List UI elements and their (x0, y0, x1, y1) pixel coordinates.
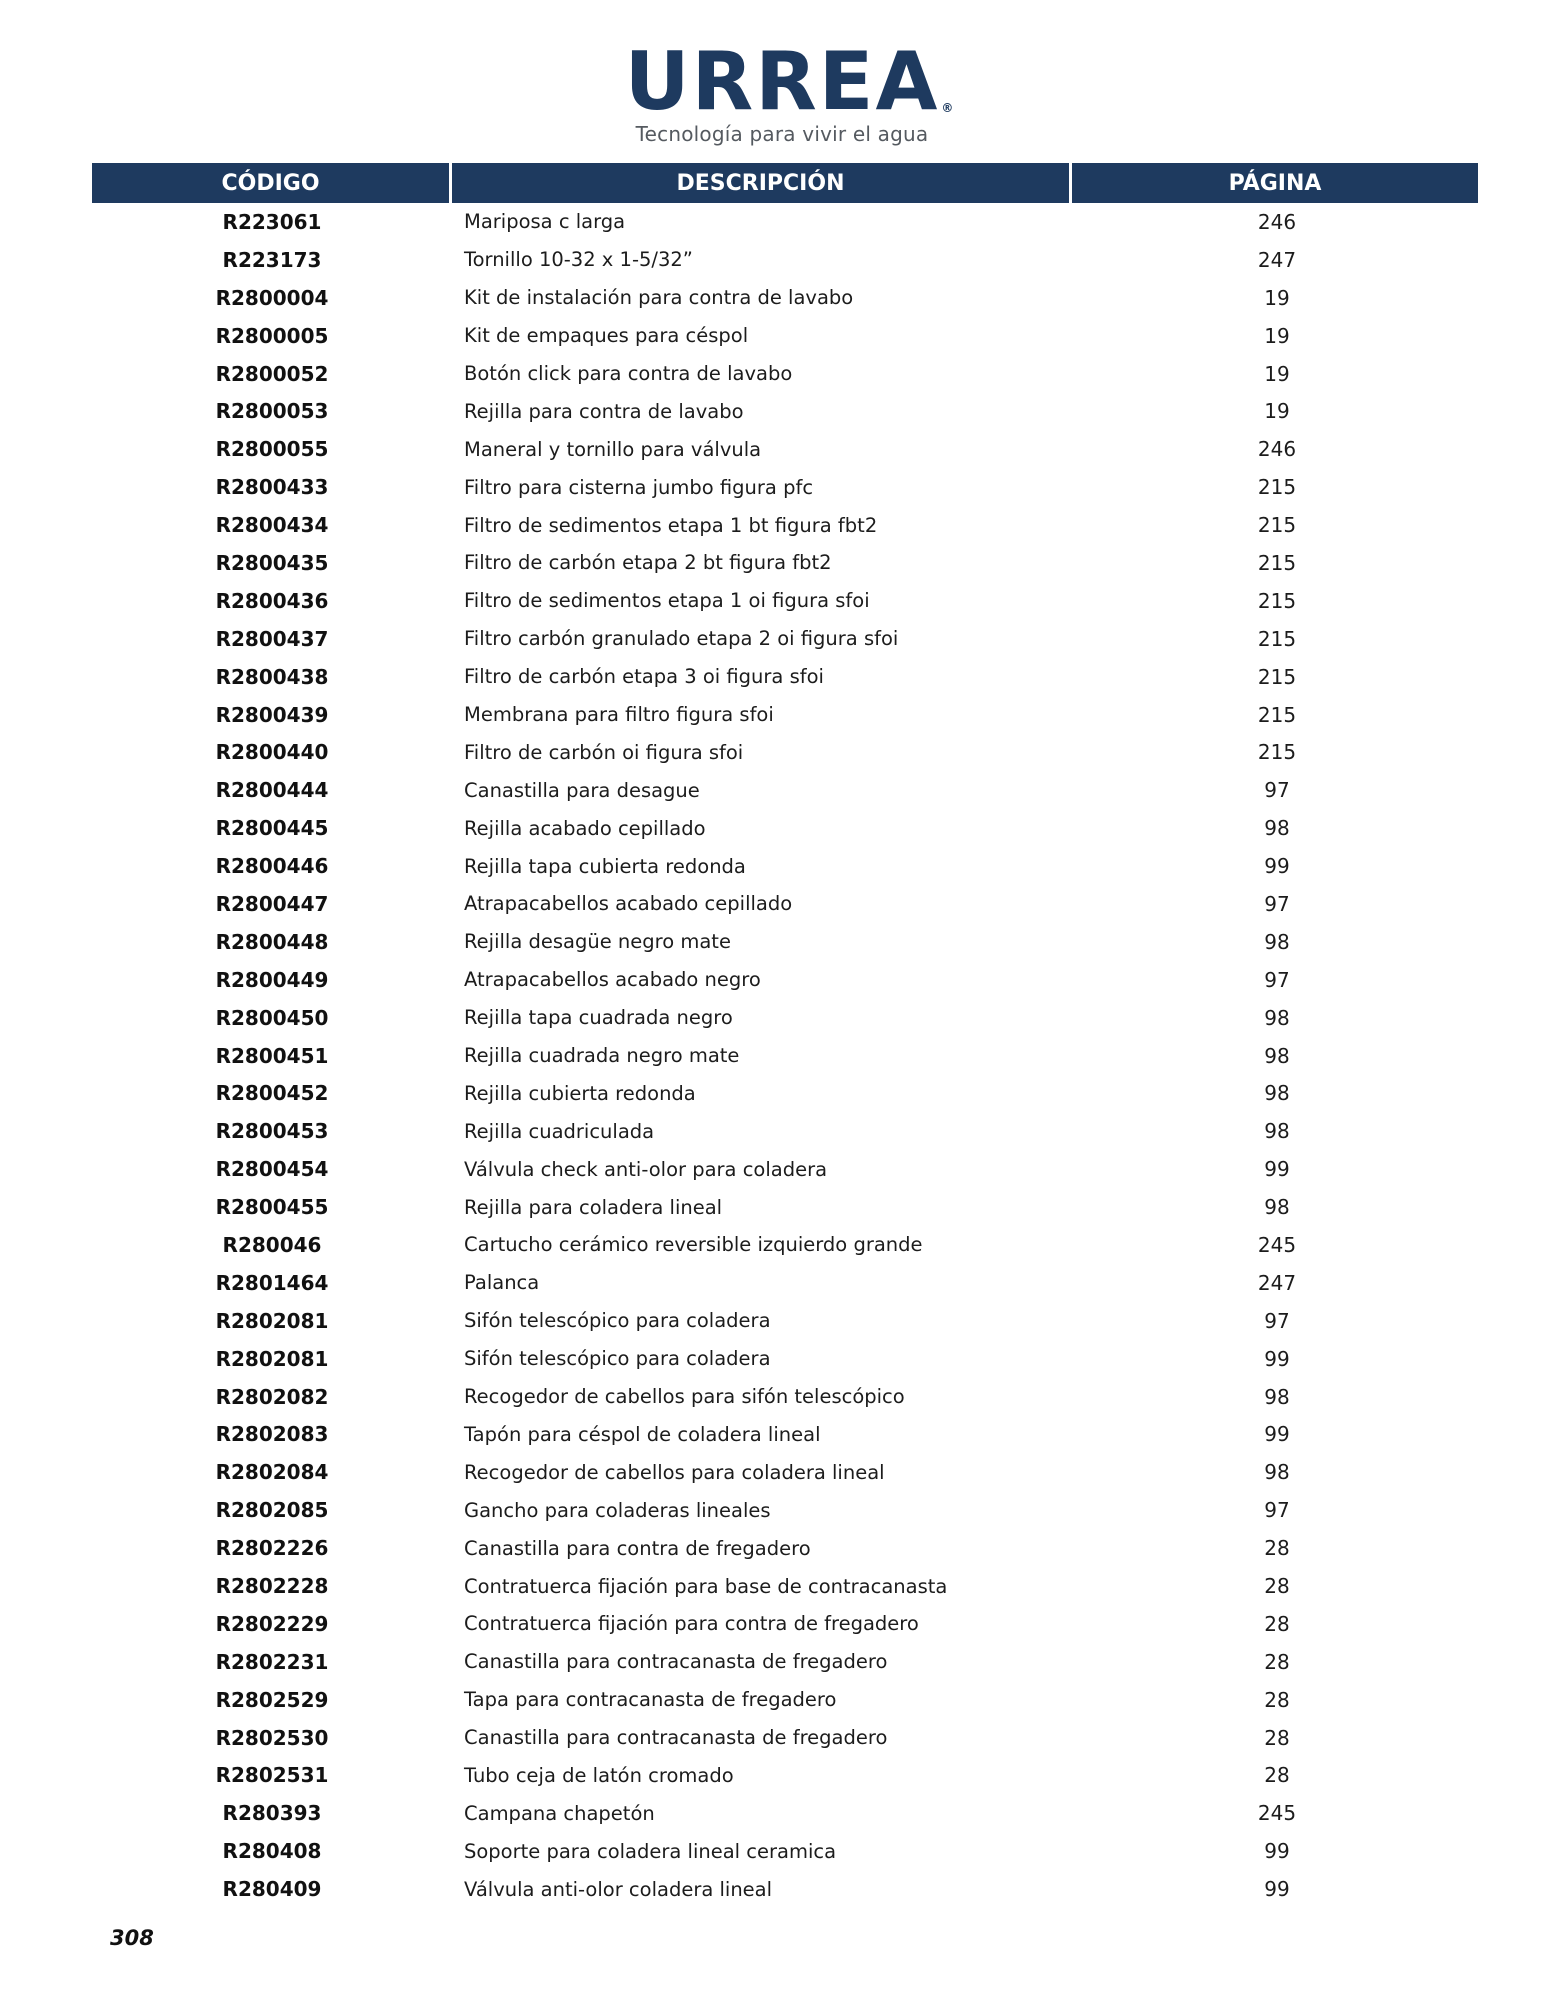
cell-description: Canastilla para contracanasta de fregadero (464, 1650, 888, 1674)
table-body (92, 203, 1478, 1908)
cell-description: Tapa para contracanasta de fregadero (464, 1688, 837, 1712)
table-row (92, 1112, 1478, 1150)
cell-code: R280393 (222, 1801, 322, 1826)
table-row (92, 1150, 1478, 1188)
urrea-logo (624, 35, 954, 128)
table-row (92, 1605, 1478, 1643)
table-row (92, 1340, 1478, 1378)
cell-description: Botón click para contra de lavabo (464, 362, 793, 385)
cell-description: Rejilla cuadriculada (464, 1119, 655, 1143)
cell-description: Atrapacabellos acabado cepillado (464, 892, 793, 916)
cell-description: Filtro de sedimentos etapa 1 oi figura sfoi (464, 589, 870, 613)
table-row (92, 1416, 1478, 1454)
cell-description: Soporte para coladera lineal ceramica (464, 1839, 837, 1863)
table-row (92, 1264, 1478, 1302)
cell-description: Rejilla tapa cuadrada negro (464, 1006, 733, 1030)
cell-code: R2800454 (215, 1157, 329, 1182)
cell-page: 28 (1264, 1725, 1290, 1750)
cell-code: R2802231 (215, 1649, 329, 1674)
cell-code: R2801464 (215, 1270, 329, 1295)
column-header-codigo: CÓDIGO (92, 163, 452, 203)
cell-page: 28 (1264, 1649, 1290, 1674)
table-row (92, 1491, 1478, 1529)
cell-page: 215 (1257, 475, 1297, 500)
column-header-descripcion: DESCRIPCIÓN (452, 163, 1072, 203)
cell-page: 97 (1264, 778, 1290, 803)
table-row (92, 582, 1478, 620)
cell-code: R2802085 (215, 1498, 329, 1523)
cell-code: R2800005 (215, 323, 329, 348)
cell-code: R2800435 (215, 550, 329, 575)
cell-description: Contratuerca fijación para base de contracanasta (464, 1574, 948, 1598)
cell-code: R2802529 (215, 1687, 329, 1712)
cell-description: Válvula anti-olor coladera lineal (464, 1877, 773, 1901)
cell-description: Rejilla para contra de lavabo (464, 399, 744, 423)
table-row (92, 847, 1478, 885)
cell-page: 99 (1264, 1157, 1290, 1182)
cell-page: 98 (1264, 1005, 1290, 1030)
page-number: 308 (110, 1926, 154, 1950)
cell-description: Canastilla para contra de fregadero (464, 1536, 811, 1560)
cell-code: R2800447 (215, 891, 329, 916)
cell-description: Filtro de sedimentos etapa 1 bt figura fbt2 (464, 513, 878, 537)
cell-description: Rejilla acabado cepillado (464, 816, 706, 840)
cell-page: 97 (1264, 1308, 1290, 1333)
table-row (92, 923, 1478, 961)
cell-page: 215 (1257, 550, 1297, 575)
cell-code: R2802081 (215, 1308, 329, 1333)
table-row (92, 1529, 1478, 1567)
cell-code: R2800433 (215, 475, 329, 500)
cell-description: Campana chapetón (464, 1801, 655, 1825)
cell-code: R2802084 (215, 1460, 329, 1485)
cell-code: R2802530 (215, 1725, 329, 1750)
cell-page: 28 (1264, 1574, 1290, 1598)
table-row (92, 279, 1478, 317)
cell-code: R2800445 (215, 816, 329, 841)
cell-description: Rejilla desagüe negro mate (464, 930, 731, 954)
table-row (92, 1074, 1478, 1112)
cell-description: Atrapacabellos acabado negro (464, 968, 761, 992)
cell-description: Tubo ceja de latón cromado (464, 1763, 734, 1787)
table-row (92, 1832, 1478, 1870)
table-row (92, 1567, 1478, 1605)
cell-code: R2802226 (215, 1536, 329, 1561)
cell-code: R2800449 (215, 967, 329, 992)
cell-code: R223061 (222, 209, 322, 234)
cell-description: Sifón telescópico para coladera (464, 1347, 771, 1371)
table-row (92, 1037, 1478, 1075)
table-row (92, 1378, 1478, 1416)
cell-code: R2802228 (215, 1574, 329, 1598)
cell-description: Kit de instalación para contra de lavabo (464, 286, 854, 310)
cell-code: R2800439 (215, 702, 329, 727)
cell-code: R2800436 (215, 588, 329, 613)
cell-description: Membrana para filtro figura sfoi (464, 703, 774, 727)
table-row (92, 809, 1478, 847)
cell-description: Recogedor de cabellos para sifón telescópico (464, 1385, 905, 1409)
cell-page: 19 (1264, 361, 1290, 386)
cell-description: Contratuerca fijación para contra de fregadero (464, 1612, 919, 1636)
page-header (0, 35, 1564, 146)
table-row (92, 506, 1478, 544)
registered-mark: ® (941, 101, 954, 115)
cell-page: 19 (1264, 323, 1290, 348)
cell-description: Palanca (464, 1271, 540, 1295)
table-row (92, 1794, 1478, 1832)
cell-page: 247 (1257, 247, 1297, 272)
cell-code: R2802229 (215, 1611, 329, 1636)
cell-page: 215 (1257, 702, 1297, 727)
cell-description: Filtro carbón granulado etapa 2 oi figura sfoi (464, 627, 899, 651)
cell-description: Rejilla para coladera lineal (464, 1195, 723, 1219)
cell-page: 215 (1257, 664, 1297, 689)
cell-page: 28 (1264, 1611, 1290, 1636)
table-row (92, 961, 1478, 999)
cell-description: Cartucho cerámico reversible izquierdo grande (464, 1233, 923, 1257)
cell-page: 215 (1257, 626, 1297, 651)
parts-index-table-wrapper (92, 163, 1478, 1908)
cell-page: 28 (1264, 1687, 1290, 1712)
cell-code: R2800434 (215, 513, 329, 538)
cell-page: 99 (1264, 854, 1290, 879)
cell-page: 245 (1257, 1801, 1297, 1826)
cell-code: R2800438 (215, 664, 329, 689)
cell-page: 19 (1264, 399, 1290, 424)
cell-page: 28 (1264, 1763, 1290, 1788)
cell-page: 215 (1257, 513, 1297, 538)
cell-code: R2800450 (215, 1005, 329, 1030)
table-row (92, 468, 1478, 506)
table-row (92, 1870, 1478, 1908)
cell-page: 98 (1264, 1081, 1290, 1106)
cell-description: Tapón para céspol de coladera lineal (464, 1422, 821, 1446)
table-row (92, 544, 1478, 582)
table-row (92, 999, 1478, 1037)
cell-description: Válvula check anti-olor para coladera (464, 1157, 828, 1181)
cell-code: R2802082 (215, 1384, 329, 1409)
cell-description: Rejilla tapa cubierta redonda (464, 854, 746, 878)
cell-code: R223173 (222, 247, 322, 272)
table-row (92, 1719, 1478, 1757)
tagline: Tecnología para vivir el agua (635, 122, 929, 146)
cell-description: Rejilla cuadrada negro mate (464, 1044, 740, 1068)
table-row (92, 1757, 1478, 1795)
parts-index-table (92, 163, 1478, 1908)
cell-page: 98 (1264, 1460, 1290, 1485)
cell-code: R2800055 (215, 437, 329, 462)
cell-description: Mariposa c larga (464, 210, 626, 234)
table-row (92, 430, 1478, 468)
cell-page: 98 (1264, 1195, 1290, 1220)
cell-code: R280046 (222, 1232, 322, 1257)
table-row (92, 658, 1478, 696)
cell-page: 246 (1257, 437, 1297, 462)
cell-description: Tornillo 10-32 x 1-5/32” (464, 248, 693, 272)
cell-page: 28 (1264, 1536, 1290, 1561)
cell-code: R2800452 (215, 1081, 329, 1106)
cell-page: 99 (1264, 1877, 1290, 1902)
table-row (92, 1188, 1478, 1226)
cell-code: R2802083 (215, 1422, 329, 1447)
cell-code: R2800453 (215, 1119, 329, 1144)
cell-code: R2800437 (215, 626, 329, 651)
cell-description: Filtro para cisterna jumbo figura pfc (464, 475, 814, 499)
table-row (92, 355, 1478, 393)
cell-code: R2802531 (215, 1763, 329, 1788)
table-row (92, 733, 1478, 771)
table-header (92, 163, 1478, 203)
cell-page: 99 (1264, 1839, 1290, 1864)
cell-code: R2800446 (215, 854, 329, 879)
logo-text: URREA (624, 35, 940, 128)
column-header-pagina: PÁGINA (1072, 163, 1478, 203)
cell-code: R2802081 (215, 1346, 329, 1371)
table-row (92, 1302, 1478, 1340)
cell-code: R280408 (222, 1839, 322, 1864)
cell-page: 215 (1257, 740, 1297, 765)
table-row (92, 392, 1478, 430)
cell-description: Filtro de carbón etapa 3 oi figura sfoi (464, 665, 824, 689)
table-row (92, 241, 1478, 279)
table-row (92, 1681, 1478, 1719)
cell-description: Filtro de carbón oi figura sfoi (464, 740, 744, 764)
cell-page: 99 (1264, 1422, 1290, 1447)
cell-description: Sifón telescópico para coladera (464, 1309, 771, 1333)
cell-description: Canastilla para desague (464, 778, 700, 802)
table-row (92, 317, 1478, 355)
cell-page: 215 (1257, 588, 1297, 613)
cell-page: 97 (1264, 967, 1290, 992)
cell-page: 98 (1264, 929, 1290, 954)
cell-page: 98 (1264, 1384, 1290, 1409)
table-row (92, 1453, 1478, 1491)
table-header-row (92, 163, 1478, 203)
cell-code: R2800052 (215, 361, 329, 386)
table-row (92, 620, 1478, 658)
cell-page: 246 (1257, 209, 1297, 234)
table-row (92, 696, 1478, 734)
cell-page: 99 (1264, 1346, 1290, 1371)
cell-page: 98 (1264, 1119, 1290, 1144)
cell-page: 19 (1264, 285, 1290, 310)
cell-code: R2800053 (215, 399, 329, 424)
cell-code: R2800444 (215, 778, 329, 803)
cell-description: Filtro de carbón etapa 2 bt figura fbt2 (464, 551, 832, 575)
cell-code: R2800448 (215, 929, 329, 954)
cell-page: 245 (1257, 1232, 1297, 1257)
cell-code: R2800440 (215, 740, 329, 765)
cell-code: R2800451 (215, 1043, 329, 1068)
cell-page: 97 (1264, 1498, 1290, 1523)
cell-description: Recogedor de cabellos para coladera lineal (464, 1460, 885, 1484)
table-row (92, 203, 1478, 241)
cell-code: R2800455 (215, 1195, 329, 1220)
cell-code: R2800004 (215, 285, 329, 310)
cell-description: Gancho para coladeras lineales (464, 1498, 771, 1522)
cell-description: Rejilla cubierta redonda (464, 1081, 696, 1105)
cell-page: 98 (1264, 1043, 1290, 1068)
cell-page: 247 (1257, 1270, 1297, 1295)
cell-description: Kit de empaques para céspol (464, 324, 749, 348)
cell-code: R280409 (222, 1877, 322, 1902)
table-row (92, 885, 1478, 923)
cell-page: 98 (1264, 816, 1290, 841)
table-row (92, 1226, 1478, 1264)
table-row (92, 771, 1478, 809)
table-row (92, 1643, 1478, 1681)
cell-page: 97 (1264, 891, 1290, 916)
cell-description: Canastilla para contracanasta de fregadero (464, 1726, 888, 1750)
cell-description: Maneral y tornillo para válvula (464, 437, 762, 461)
